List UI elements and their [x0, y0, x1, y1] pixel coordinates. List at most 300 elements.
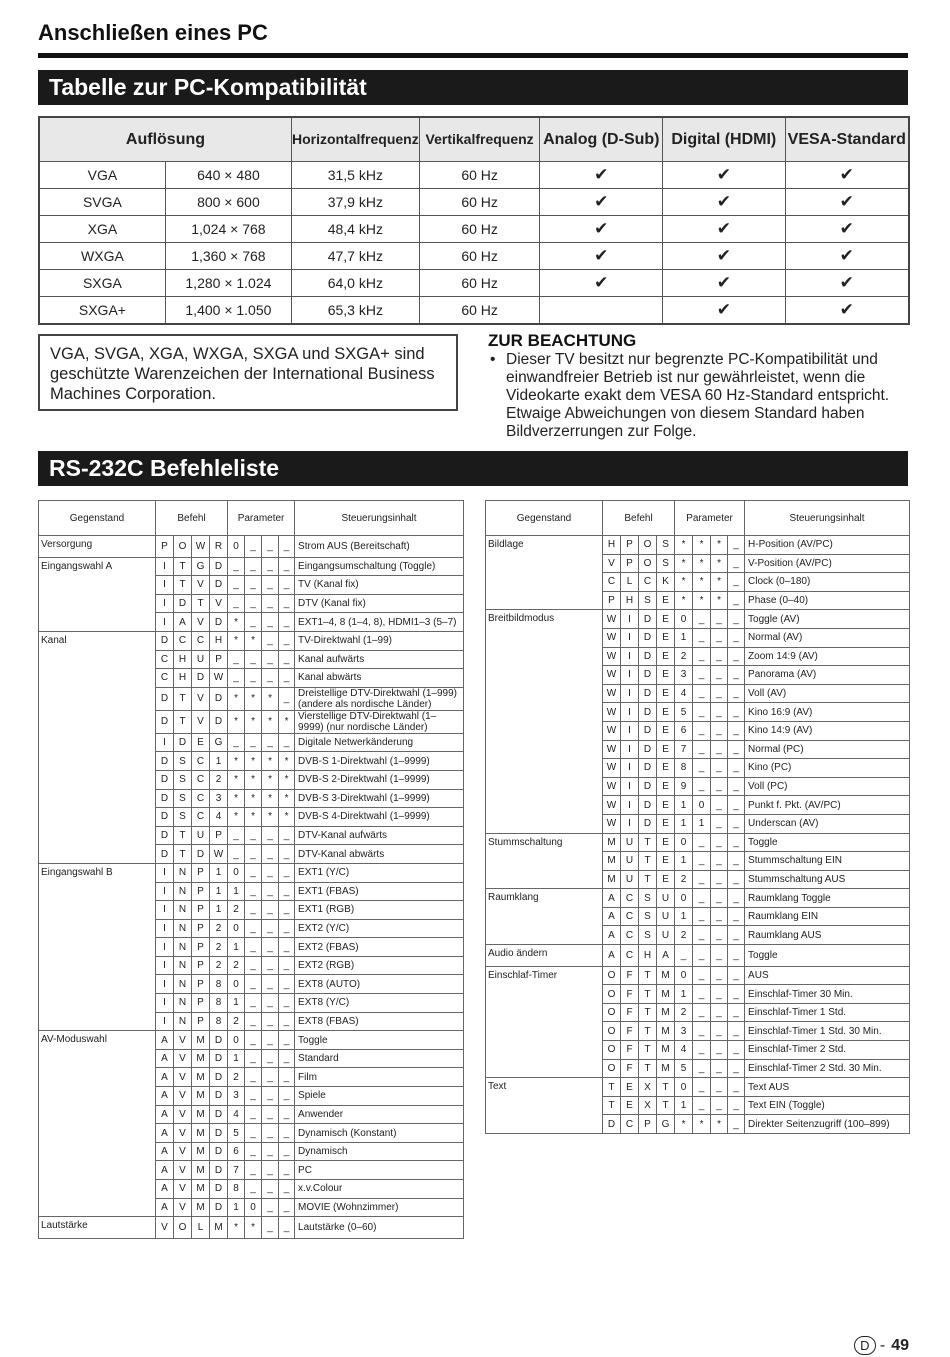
command-char: E: [657, 870, 675, 889]
parameter-char: _: [693, 1096, 711, 1115]
command-char: U: [192, 650, 210, 669]
parameter-char: _: [279, 1180, 295, 1199]
command-char: P: [192, 956, 210, 975]
command-char: E: [657, 814, 675, 833]
control-description: EXT1 (FBAS): [295, 882, 464, 901]
parameter-char: *: [279, 808, 295, 827]
command-char: M: [657, 966, 675, 985]
parameter-char: 1: [675, 907, 693, 926]
parameter-char: _: [279, 1087, 295, 1106]
parameter-char: 8: [675, 759, 693, 778]
parameter-char: *: [245, 1217, 262, 1239]
command-char: S: [657, 536, 675, 555]
command-char: D: [192, 845, 210, 864]
command-char: E: [657, 628, 675, 647]
table-row: [486, 833, 910, 852]
check-icon: ✔: [663, 216, 786, 243]
note-item: [488, 351, 908, 441]
command-header: Steuerungsinhalt: [295, 501, 464, 536]
parameter-char: _: [693, 703, 711, 722]
table-row: [486, 966, 910, 985]
command-char: W: [603, 777, 621, 796]
section-banner-rs232c: RS-232C Befehleliste: [38, 451, 908, 486]
parameter-char: _: [693, 889, 711, 908]
command-header: Befehl: [603, 501, 675, 536]
parameter-char: _: [245, 938, 262, 957]
command-char: C: [621, 926, 639, 945]
parameter-char: _: [245, 576, 262, 595]
command-char: O: [639, 536, 657, 555]
parameter-char: _: [711, 870, 728, 889]
control-description: DTV (Kanal fix): [295, 594, 464, 613]
command-char: D: [210, 1180, 228, 1199]
check-icon: ✔: [663, 189, 786, 216]
compat-row: [39, 297, 909, 325]
command-char: I: [156, 975, 174, 994]
parameter-char: _: [693, 666, 711, 685]
command-char: S: [174, 752, 192, 771]
control-description: EXT8 (FBAS): [295, 1012, 464, 1031]
parameter-char: _: [245, 1105, 262, 1124]
control-description: Digitale Netwerkänderung: [295, 733, 464, 752]
command-char: W: [210, 669, 228, 688]
parameter-char: _: [711, 833, 728, 852]
parameter-char: *: [245, 752, 262, 771]
control-description: Spiele: [295, 1087, 464, 1106]
parameter-char: _: [728, 1078, 745, 1097]
parameter-char: 2: [228, 1012, 245, 1031]
check-icon: ✔: [785, 216, 909, 243]
parameter-char: 2: [675, 647, 693, 666]
command-char: W: [603, 684, 621, 703]
parameter-char: *: [675, 554, 693, 573]
check-icon: ✔: [663, 270, 786, 297]
check-icon: ✔: [540, 270, 663, 297]
parameter-char: 2: [228, 1068, 245, 1087]
command-char: 2: [210, 919, 228, 938]
command-char: D: [210, 613, 228, 632]
command-char: V: [174, 1068, 192, 1087]
command-char: I: [621, 777, 639, 796]
command-char: M: [192, 1068, 210, 1087]
command-char: W: [192, 536, 210, 558]
command-char: A: [603, 945, 621, 967]
check-icon: ✔: [540, 243, 663, 270]
command-char: D: [210, 1031, 228, 1050]
parameter-char: *: [711, 1115, 728, 1134]
control-description: Kino 14:9 (AV): [745, 721, 910, 740]
command-group: Kanal: [39, 631, 156, 863]
parameter-char: 1: [675, 985, 693, 1004]
command-char: M: [192, 1180, 210, 1199]
command-char: S: [639, 907, 657, 926]
parameter-char: _: [693, 740, 711, 759]
control-description: Eingangsumschaltung (Toggle): [295, 557, 464, 576]
parameter-char: _: [228, 733, 245, 752]
parameter-char: 1: [675, 628, 693, 647]
parameter-char: *: [262, 808, 279, 827]
command-char: T: [639, 870, 657, 889]
parameter-char: _: [245, 826, 262, 845]
parameter-char: _: [279, 1124, 295, 1143]
parameter-char: _: [693, 759, 711, 778]
command-char: M: [192, 1142, 210, 1161]
compat-header: Horizontalfrequenz: [291, 117, 419, 162]
parameter-char: 2: [675, 926, 693, 945]
parameter-char: 3: [675, 666, 693, 685]
command-char: G: [657, 1115, 675, 1134]
control-description: Einschlaf-Timer 2 Std.: [745, 1041, 910, 1060]
control-description: AUS: [745, 966, 910, 985]
control-description: EXT1–4, 8 (1–4, 8), HDMI1–3 (5–7): [295, 613, 464, 632]
control-description: Kanal aufwärts: [295, 650, 464, 669]
parameter-char: _: [279, 1161, 295, 1180]
control-description: Toggle: [745, 945, 910, 967]
command-char: F: [621, 985, 639, 1004]
command-char: T: [603, 1096, 621, 1115]
command-char: 2: [210, 956, 228, 975]
command-char: O: [174, 1217, 192, 1239]
compat-header: Digital (HDMI): [663, 117, 786, 162]
compat-row: [39, 162, 909, 189]
parameter-char: _: [262, 1124, 279, 1143]
parameter-char: 1: [228, 938, 245, 957]
command-char: H: [603, 536, 621, 555]
command-char: F: [621, 966, 639, 985]
command-char: D: [210, 710, 228, 733]
parameter-char: _: [245, 1161, 262, 1180]
command-char: P: [192, 1012, 210, 1031]
command-char: D: [639, 628, 657, 647]
parameter-char: _: [279, 1198, 295, 1217]
command-char: 1: [210, 863, 228, 882]
check-icon: ✔: [540, 162, 663, 189]
command-char: P: [210, 650, 228, 669]
parameter-char: 0: [675, 833, 693, 852]
parameter-char: _: [279, 669, 295, 688]
parameter-char: 1: [675, 796, 693, 815]
command-char: W: [210, 845, 228, 864]
command-header: Gegenstand: [486, 501, 603, 536]
control-description: Kino 16:9 (AV): [745, 703, 910, 722]
control-description: Text EIN (Toggle): [745, 1096, 910, 1115]
parameter-char: _: [728, 721, 745, 740]
parameter-char: 7: [228, 1161, 245, 1180]
command-char: A: [603, 907, 621, 926]
command-char: A: [156, 1049, 174, 1068]
command-char: C: [621, 1115, 639, 1134]
parameter-char: 4: [675, 1041, 693, 1060]
command-char: T: [174, 845, 192, 864]
command-char: D: [210, 557, 228, 576]
command-char: 1: [210, 882, 228, 901]
command-group: Bildlage: [486, 536, 603, 610]
parameter-char: _: [262, 826, 279, 845]
command-char: V: [210, 594, 228, 613]
parameter-char: _: [693, 907, 711, 926]
command-char: E: [621, 1078, 639, 1097]
control-description: TV-Direktwahl (1–99): [295, 631, 464, 650]
command-char: A: [156, 1198, 174, 1217]
parameter-char: _: [711, 759, 728, 778]
command-char: I: [156, 938, 174, 957]
control-description: EXT8 (AUTO): [295, 975, 464, 994]
command-char: 4: [210, 808, 228, 827]
parameter-char: 0: [228, 975, 245, 994]
command-char: X: [639, 1096, 657, 1115]
parameter-char: 2: [228, 901, 245, 920]
parameter-char: _: [711, 628, 728, 647]
parameter-char: _: [711, 985, 728, 1004]
command-char: E: [657, 610, 675, 629]
parameter-char: 1: [228, 882, 245, 901]
control-description: Kino (PC): [745, 759, 910, 778]
parameter-char: _: [245, 1180, 262, 1199]
parameter-char: _: [279, 650, 295, 669]
command-char: I: [621, 796, 639, 815]
command-char: P: [156, 536, 174, 558]
command-char: S: [657, 554, 675, 573]
parameter-char: _: [279, 1142, 295, 1161]
command-char: P: [192, 882, 210, 901]
control-description: DTV-Kanal aufwärts: [295, 826, 464, 845]
command-char: F: [621, 1022, 639, 1041]
parameter-char: _: [228, 845, 245, 864]
parameter-char: _: [693, 966, 711, 985]
command-char: T: [639, 966, 657, 985]
parameter-char: 8: [228, 1180, 245, 1199]
command-char: M: [603, 870, 621, 889]
command-char: W: [603, 740, 621, 759]
command-char: N: [174, 994, 192, 1013]
control-description: V-Position (AV/PC): [745, 554, 910, 573]
command-char: M: [603, 852, 621, 871]
compat-cell: 64,0 kHz: [291, 270, 419, 297]
command-char: W: [603, 796, 621, 815]
parameter-char: _: [693, 852, 711, 871]
parameter-char: _: [279, 1068, 295, 1087]
command-char: T: [657, 1096, 675, 1115]
command-char: D: [210, 1161, 228, 1180]
parameter-char: _: [245, 1012, 262, 1031]
parameter-char: _: [262, 845, 279, 864]
command-char: M: [192, 1198, 210, 1217]
command-char: N: [174, 975, 192, 994]
command-char: I: [621, 759, 639, 778]
command-char: P: [192, 901, 210, 920]
compat-cell: 1,360 × 768: [165, 243, 291, 270]
command-char: A: [603, 889, 621, 908]
parameter-char: *: [279, 770, 295, 789]
parameter-char: _: [279, 1217, 295, 1239]
command-char: E: [657, 833, 675, 852]
parameter-char: _: [728, 814, 745, 833]
control-description: Anwender: [295, 1105, 464, 1124]
command-char: I: [621, 610, 639, 629]
command-char: T: [639, 1041, 657, 1060]
check-icon: ✔: [663, 162, 786, 189]
parameter-char: _: [279, 631, 295, 650]
command-char: I: [156, 613, 174, 632]
parameter-char: _: [262, 901, 279, 920]
parameter-char: _: [711, 1003, 728, 1022]
control-description: Einschlaf-Timer 2 Std. 30 Min.: [745, 1059, 910, 1078]
compat-cell: 65,3 kHz: [291, 297, 419, 325]
command-char: H: [210, 631, 228, 650]
parameter-char: *: [245, 770, 262, 789]
control-description: Kanal abwärts: [295, 669, 464, 688]
check-icon: ✔: [785, 162, 909, 189]
parameter-char: 1: [228, 1049, 245, 1068]
command-char: A: [156, 1142, 174, 1161]
compat-cell: SXGA: [39, 270, 165, 297]
parameter-char: *: [245, 789, 262, 808]
command-char: W: [603, 759, 621, 778]
command-char: V: [174, 1031, 192, 1050]
parameter-char: _: [693, 1022, 711, 1041]
command-char: E: [657, 796, 675, 815]
command-char: T: [174, 576, 192, 595]
control-description: DTV-Kanal abwärts: [295, 845, 464, 864]
control-description: Toggle (AV): [745, 610, 910, 629]
parameter-char: _: [262, 882, 279, 901]
command-char: L: [192, 1217, 210, 1239]
command-char: E: [657, 777, 675, 796]
parameter-char: *: [711, 573, 728, 592]
command-char: T: [639, 1003, 657, 1022]
control-description: Raumklang AUS: [745, 926, 910, 945]
parameter-char: _: [728, 1096, 745, 1115]
command-char: I: [621, 740, 639, 759]
parameter-char: *: [279, 710, 295, 733]
parameter-char: *: [711, 591, 728, 610]
command-char: S: [174, 789, 192, 808]
command-char: T: [603, 1078, 621, 1097]
command-char: N: [174, 938, 192, 957]
parameter-char: _: [279, 919, 295, 938]
command-char: D: [156, 845, 174, 864]
check-icon: ✔: [785, 270, 909, 297]
command-char: M: [192, 1161, 210, 1180]
command-char: E: [657, 703, 675, 722]
parameter-char: *: [675, 1115, 693, 1134]
parameter-char: *: [675, 591, 693, 610]
command-char: W: [603, 628, 621, 647]
parameter-char: 2: [675, 870, 693, 889]
parameter-char: *: [262, 687, 279, 710]
control-description: Direkter Seitenzugriff (100–899): [745, 1115, 910, 1134]
command-char: V: [174, 1105, 192, 1124]
compat-row: [39, 270, 909, 297]
parameter-char: 3: [228, 1087, 245, 1106]
control-description: Vierstellige DTV-Direktwahl (1–9999) (nur nordische Länder): [295, 710, 464, 733]
command-char: 3: [210, 789, 228, 808]
control-description: Toggle: [745, 833, 910, 852]
parameter-char: _: [728, 966, 745, 985]
parameter-char: 1: [693, 814, 711, 833]
parameter-char: _: [262, 631, 279, 650]
command-char: D: [156, 631, 174, 650]
command-char: U: [657, 907, 675, 926]
command-header-row: [486, 501, 910, 536]
parameter-char: _: [693, 777, 711, 796]
command-char: E: [657, 721, 675, 740]
command-char: S: [174, 808, 192, 827]
parameter-char: *: [228, 808, 245, 827]
trademark-notice: VGA, SVGA, XGA, WXGA, SXGA und SXGA+ sind geschützte Warenzeichen der International Business Machines Corporation.: [38, 334, 458, 411]
title-rule: [38, 53, 908, 58]
parameter-char: _: [728, 703, 745, 722]
section-banner-pc-compat: Tabelle zur PC-Kompatibilität: [38, 70, 908, 105]
command-char: P: [603, 591, 621, 610]
parameter-char: _: [262, 1087, 279, 1106]
parameter-char: _: [245, 919, 262, 938]
control-description: Lautstärke (0–60): [295, 1217, 464, 1239]
command-char: I: [156, 594, 174, 613]
parameter-char: _: [728, 554, 745, 573]
command-table-left: [38, 500, 464, 1239]
control-description: EXT1 (Y/C): [295, 863, 464, 882]
command-char: E: [657, 647, 675, 666]
command-char: V: [192, 576, 210, 595]
control-description: Stummschaltung AUS: [745, 870, 910, 889]
command-char: U: [621, 870, 639, 889]
command-char: W: [603, 721, 621, 740]
check-icon: ✔: [785, 297, 909, 325]
compat-row: [39, 216, 909, 243]
command-char: T: [174, 710, 192, 733]
command-char: V: [174, 1124, 192, 1143]
command-char: V: [192, 613, 210, 632]
command-char: 8: [210, 1012, 228, 1031]
command-char: T: [639, 833, 657, 852]
command-table-right: [485, 500, 910, 1134]
command-char: O: [639, 554, 657, 573]
command-char: C: [621, 889, 639, 908]
command-char: C: [192, 808, 210, 827]
parameter-char: _: [693, 628, 711, 647]
parameter-char: _: [728, 573, 745, 592]
parameter-char: *: [228, 687, 245, 710]
command-char: P: [639, 1115, 657, 1134]
command-group: Eingangswahl A: [39, 557, 156, 631]
command-char: U: [192, 826, 210, 845]
command-char: D: [192, 669, 210, 688]
parameter-char: *: [228, 710, 245, 733]
command-header: Parameter: [675, 501, 745, 536]
command-char: U: [621, 852, 639, 871]
parameter-char: _: [262, 669, 279, 688]
compat-cell: 60 Hz: [419, 270, 540, 297]
compat-cell: 60 Hz: [419, 216, 540, 243]
parameter-char: _: [228, 826, 245, 845]
parameter-char: *: [693, 536, 711, 555]
parameter-char: _: [245, 956, 262, 975]
compat-cell: 1,280 × 1.024: [165, 270, 291, 297]
command-char: E: [657, 852, 675, 871]
parameter-char: _: [262, 1180, 279, 1199]
command-char: V: [192, 687, 210, 710]
command-char: C: [174, 631, 192, 650]
control-description: EXT2 (FBAS): [295, 938, 464, 957]
parameter-char: _: [279, 1049, 295, 1068]
parameter-char: 3: [675, 1022, 693, 1041]
control-description: Normal (PC): [745, 740, 910, 759]
parameter-char: 0: [228, 536, 245, 558]
control-description: Clock (0–180): [745, 573, 910, 592]
parameter-char: _: [262, 1161, 279, 1180]
check-icon: ✔: [663, 297, 786, 325]
